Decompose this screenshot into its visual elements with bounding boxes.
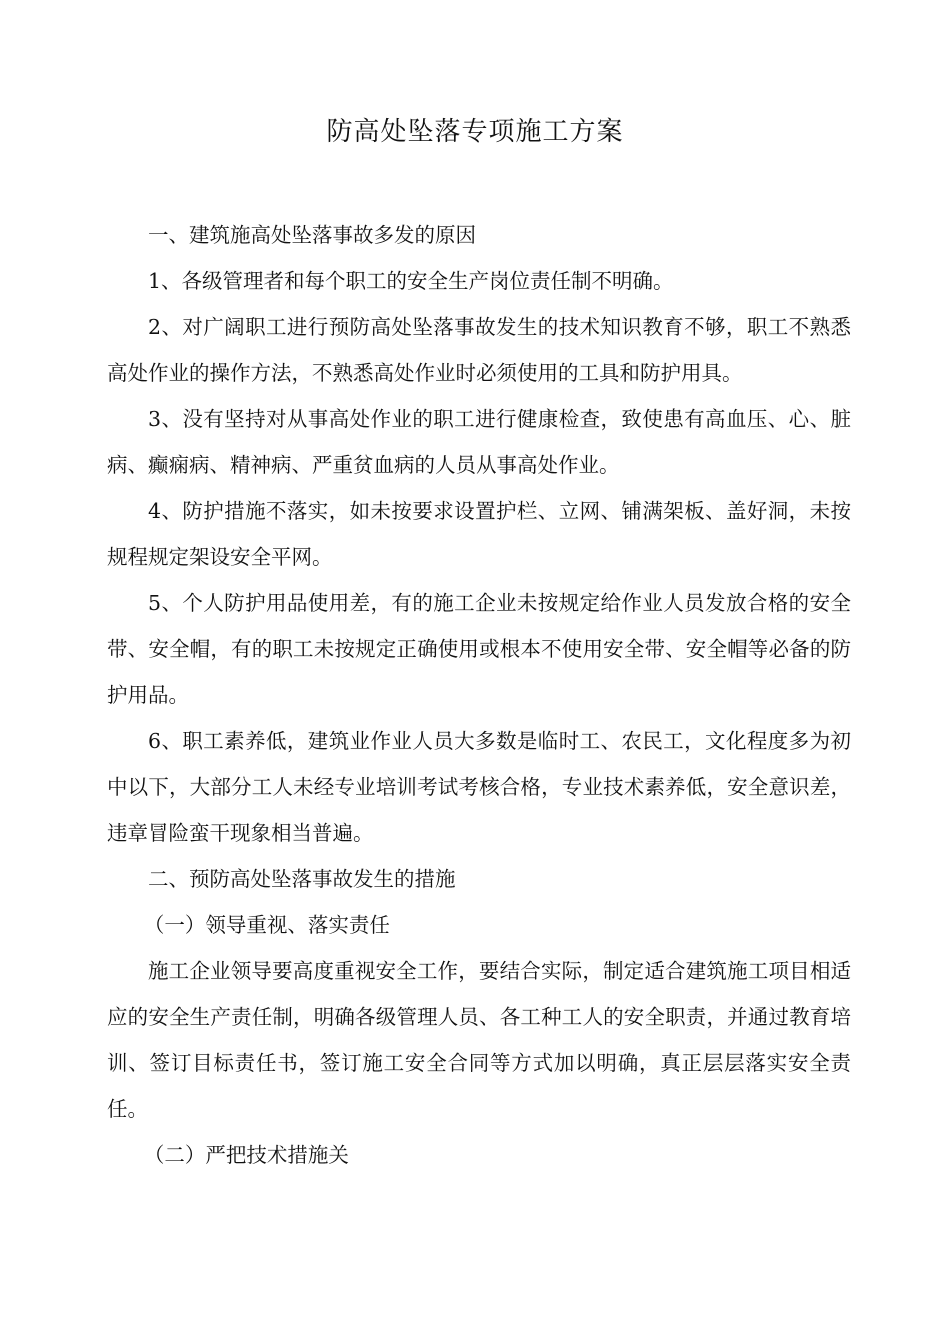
- section-heading-2: 二、预防高处坠落事故发生的措施: [148, 867, 456, 891]
- paragraph-measure-1: 施工企业领导要高度重视安全工作，要结合实际，制定适合建筑施工项目相适应的安全生产责任制，明确各级管理人员、各工种工人的安全职责，并通过教育培训、签订目标责任书，签订施工安全合同等方式加以明确，真正层层落实安全责任。: [107, 959, 851, 1121]
- document-body: [107, 212, 851, 1178]
- paragraph-cause-4: 4、防护措施不落实，如未按要求设置护栏、立网、铺满架板、盖好洞，未按规程规定架设安全平网。: [107, 499, 851, 569]
- paragraph-cause-5: 5、个人防护用品使用差，有的施工企业未按规定给作业人员发放合格的安全带、安全帽，有的职工未按规定正确使用或根本不使用安全带、安全帽等必备的防护用品。: [107, 591, 851, 707]
- subsection-heading-2: （二）严把技术措施关: [143, 1143, 349, 1167]
- paragraph-cause-1: 1、各级管理者和每个职工的安全生产岗位责任制不明确。: [148, 269, 674, 293]
- paragraph-cause-2: 2、对广阔职工进行预防高处坠落事故发生的技术知识教育不够，职工不熟悉高处作业的操作方法，不熟悉高处作业时必须使用的工具和防护用具。: [107, 315, 851, 385]
- document-title: 防高处坠落专项施工方案: [326, 117, 624, 147]
- section-heading-1: 一、建筑施高处坠落事故多发的原因: [148, 223, 476, 247]
- subsection-heading-1: （一）领导重视、落实责任: [143, 913, 390, 937]
- paragraph-cause-3: 3、没有坚持对从事高处作业的职工进行健康检查，致使患有高血压、心、脏病、癫痫病、精神病、严重贫血病的人员从事高处作业。: [107, 407, 851, 477]
- paragraph-cause-6: 6、职工素养低，建筑业作业人员大多数是临时工、农民工，文化程度多为初中以下，大部分工人未经专业培训考试考核合格，专业技术素养低，安全意识差，违章冒险蛮干现象相当普遍。: [107, 729, 851, 845]
